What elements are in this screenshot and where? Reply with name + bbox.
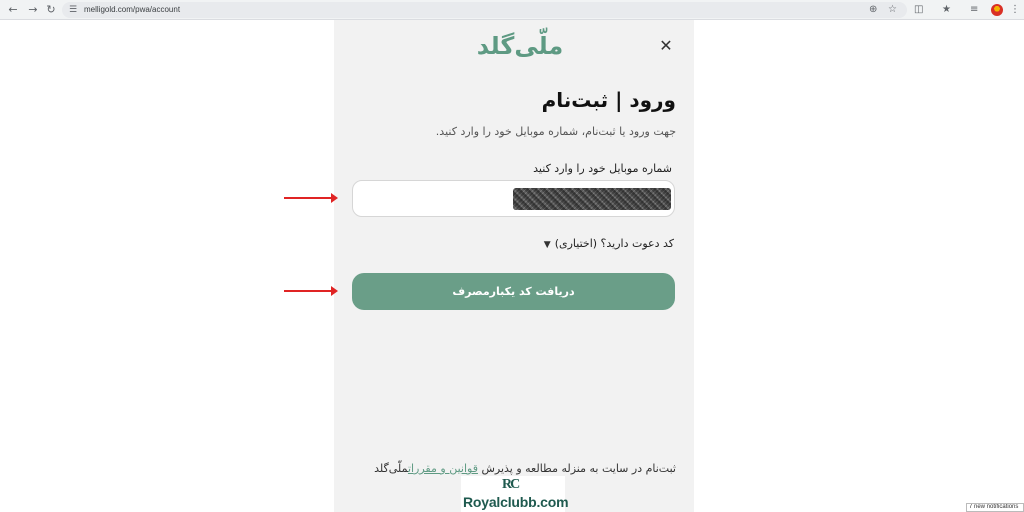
profile-avatar[interactable] [991, 4, 1003, 16]
caret-down-icon: ▼ [543, 240, 551, 250]
invite-code-toggle[interactable] [544, 237, 674, 250]
watermark-text: Royalclubb.com [463, 494, 569, 510]
watermark-logo-icon: RC [502, 477, 519, 492]
watermark [461, 476, 569, 512]
extensions-icon[interactable]: ◫ [914, 4, 924, 15]
page-subtitle: جهت ورود یا ثبت‌نام، شماره موبایل خود را وارد کنید. [435, 125, 676, 138]
annotation-arrow-icon [284, 290, 332, 292]
reload-icon[interactable]: ↻ [46, 3, 56, 16]
phone-number-input[interactable] [352, 180, 675, 217]
phone-field-label: شماره موبایل خود را وارد کنید [533, 162, 672, 175]
annotation-arrow-icon [284, 197, 332, 199]
terms-prefix: ثبت‌نام در سایت به منزله مطالعه و پذیرش [481, 462, 676, 475]
media-queue-icon[interactable]: ≡ [970, 4, 979, 15]
terms-link[interactable]: قوانین و مقررات [407, 462, 478, 475]
address-bar[interactable] [62, 2, 907, 18]
forward-arrow-icon[interactable]: → [28, 3, 38, 16]
zoom-icon[interactable]: ⊕ [869, 4, 878, 15]
bookmark-star-icon[interactable]: ☆ [888, 4, 897, 15]
close-icon[interactable]: ✕ [659, 36, 673, 55]
redacted-phone-value [513, 188, 671, 210]
url-text[interactable]: melligold.com/pwa/account [84, 5, 181, 14]
brand-logo: ملّی‌گلد [476, 32, 564, 60]
invite-code-label: کد دعوت دارید؟ (اختیاری) [554, 237, 674, 250]
terms-suffix: ملّی‌گلد [374, 462, 408, 475]
page-title: ورود | ثبت‌نام [541, 88, 676, 112]
get-otp-button[interactable]: دریافت کد یکبارمصرف [352, 273, 675, 310]
terms-notice [374, 462, 676, 475]
browser-toolbar [0, 0, 1024, 20]
notifications-badge[interactable]: 7 new notifications [966, 503, 1024, 512]
back-arrow-icon[interactable]: ← [8, 3, 18, 16]
site-settings-icon[interactable]: ☰ [69, 5, 78, 15]
menu-kebab-icon[interactable]: ⋮ [1010, 4, 1020, 15]
bookmarks-icon[interactable]: ★ [942, 4, 951, 15]
